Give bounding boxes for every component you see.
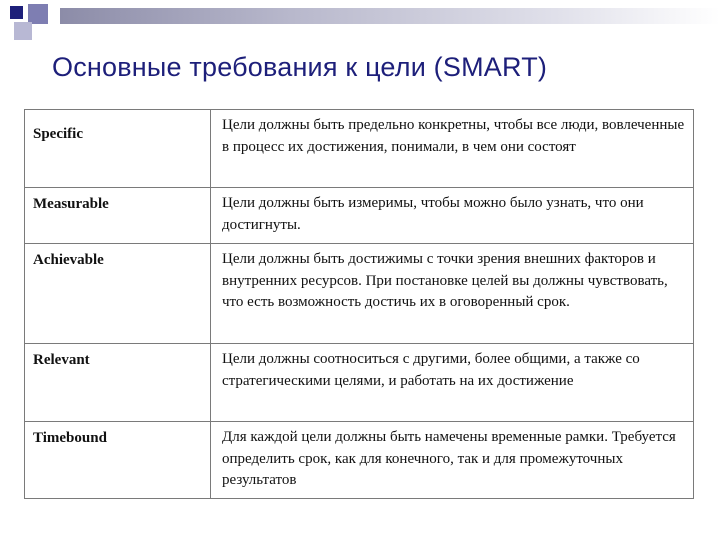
table-row (25, 244, 694, 344)
term-cell: Achievable (25, 244, 211, 344)
decoration-square (14, 22, 32, 40)
decoration-square (10, 6, 23, 19)
term-cell: Measurable (25, 188, 211, 244)
table-row (25, 110, 694, 188)
term-cell: Relevant (25, 344, 211, 422)
description-cell: Цели должны быть измеримы, чтобы можно было узнать, что они достигнуты. (211, 188, 694, 244)
table-row (25, 344, 694, 422)
slide-title: Основные требования к цели (SMART) (52, 52, 548, 82)
decoration-square (28, 4, 48, 24)
smart-table (24, 109, 694, 499)
description-cell: Цели должны быть достижимы с точки зрения внешних факторов и внутренних ресурсов. При постановке целей вы должны чувствовать, что есть возможность достичь их в оговоренный срок. (211, 244, 694, 344)
description-cell: Цели должны быть предельно конкретны, чтобы все люди, вовлеченные в процесс их достижения, понимали, в чем они состоят (211, 110, 694, 188)
term-cell: Timebound (25, 422, 211, 499)
decoration-gradient-bar (60, 8, 720, 24)
term-cell: Specific (25, 110, 211, 188)
table-row (25, 188, 694, 244)
header-decoration (0, 0, 720, 40)
description-cell: Для каждой цели должны быть намечены временные рамки. Требуется определить срок, как для конечного, так и для промежуточных результатов (211, 422, 694, 499)
table-row (25, 422, 694, 499)
description-cell: Цели должны соотноситься с другими, более общими, а также со стратегическими целями, и работать на их достижение (211, 344, 694, 422)
